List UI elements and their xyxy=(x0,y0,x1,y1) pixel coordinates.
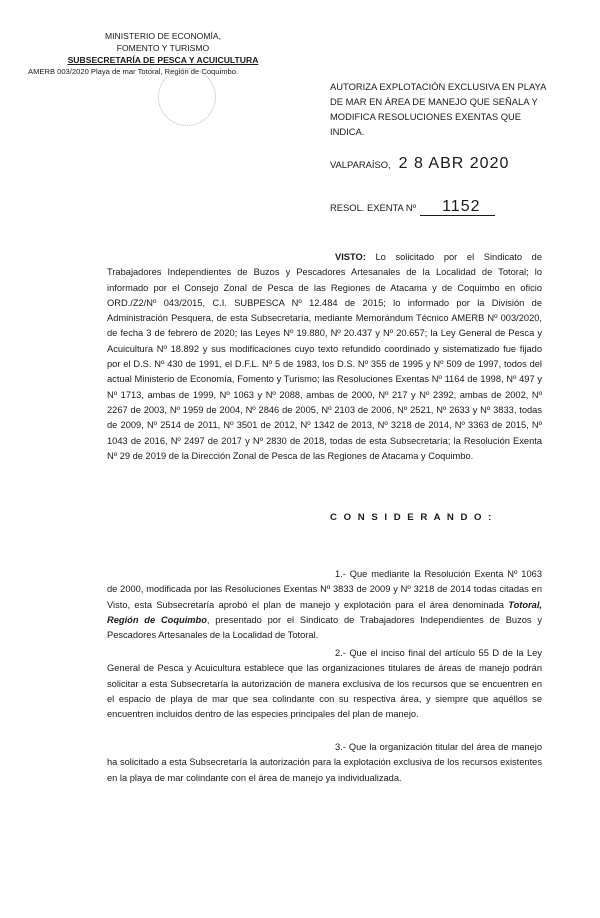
resol-label: RESOL. EXENTA Nº xyxy=(330,202,417,213)
ministry-line-1: MINISTERIO DE ECONOMÍA, xyxy=(104,31,222,41)
visto-paragraph xyxy=(107,250,542,464)
resol-number-value: 1152 xyxy=(420,199,494,216)
p1-area-name: Totoral, Región de Coquimbo xyxy=(107,599,542,625)
considerando-3 xyxy=(107,740,542,786)
reference-line: AMERB 003/2020 Playa de mar Totoral, Región de Coquimbo. xyxy=(28,67,239,76)
considerando-heading: C O N S I D E R A N D O : xyxy=(330,512,494,523)
resolution-number xyxy=(330,199,495,216)
considerando-2 xyxy=(107,646,542,722)
p3-text: Que la organización titular del área de manejo ha solicitado a esta Subsecretaría la autorización para la explotación exclusiva de los recursos existentes en la playa de mar colindante con el área de manejo ya individualizada. xyxy=(107,742,542,783)
p2-text: Que el inciso final del artículo 55 D de la Ley General de Pesca y Acuicultura establece que las organizaciones titulares de áreas de manejo podrán solicitar a esta Subsecretaría la autorización de manera exclusiva de los recursos que se encuentren en el espacio de playa de mar que sea colindante con su respectiva área, y siempre que aquéllos se encuentren incluidos dentro de las especies principales del plan de manejo. xyxy=(107,648,542,720)
p2-number: 2.- xyxy=(335,648,346,658)
considerando-1 xyxy=(107,567,542,643)
document-title: AUTORIZA EXPLOTACIÓN EXCLUSIVA EN PLAYA DE MAR EN ÁREA DE MANEJO QUE SEÑALA Y MODIFICA RESOLUCIONES EXENTAS QUE INDICA. xyxy=(330,81,546,137)
ministry-line-2: FOMENTO Y TURISMO xyxy=(116,43,210,53)
place-date xyxy=(330,155,509,173)
letterhead xyxy=(28,30,298,78)
p3-number: 3.- xyxy=(335,742,346,752)
visto-label: VISTO: xyxy=(335,252,366,262)
visto-text: Lo solicitado por el Sindicato de Trabajadores Independientes de Buzos y Pescadores Artesanales de la Localidad de Totoral; lo informado por el Consejo Zonal de Pesca de las Regiones de Atacama y de Coquimbo en oficio ORD./Z2/Nº 043/2015, C.I. SUBPESCA Nº 12.484 de 2015; lo informado por la División de Administración Pesquera, de esta Subsecretaría, mediante Memorándum Técnico AMERB Nº 003/2020, de fecha 3 de febrero de 2020; las Leyes Nº 19.880, Nº 20.437 y Nº 20.657; la Ley General de Pesca y Acuicultura Nº 18.892 y sus modificaciones cuyo texto refundido coordinado y sistematizado fue fijado por el D.S. Nº 430 de 1991, el D.F.L. Nº 5 de 1983, los D.S. Nº 355 de 1995 y Nº 509 de 1997, todos del actual Ministerio de Economía, Fomento y Turismo; las Resoluciones Exentas Nº 1164 de 1998, Nº 497 y Nº 1713, ambas de 1999, Nº 1063 y Nº 2088, ambas de 2000, Nº 217 y Nº 2392, ambas de 2002, Nº 2267 de 2003, Nº 1959 de 2004, Nº 2846 de 2005, Nº 2103 de 2006, Nº 2521, Nº 2633 y Nº 3833, todas de 2009, Nº 2514 de 2011, Nº 3501 de 2012, Nº 1342 de 2013, Nº 3218 de 2014, Nº 3363 de 2015, Nº 1043 de 2016, Nº 2497 de 2017 y Nº 2830 de 2018, todas de esta Subsecretaría; la Resolución Exenta Nº 29 de 2019 de la Dirección Zonal de Pesca de las Regiones de Atacama y Coquimbo. xyxy=(107,252,542,461)
p1-number: 1.- xyxy=(335,569,346,579)
faded-stamp-seal xyxy=(158,68,216,126)
p1-text-a: Que mediante la Resolución Exenta Nº 1063 de 2000, modificada por las Resoluciones Exentas Nº 3833 de 2009 y Nº 3218 de 2014 todas citadas en Visto, esta Subsecretaría aprobó el plan de manejo y explotación para el área denominada xyxy=(107,569,542,610)
place: VALPARAÍSO, xyxy=(330,159,391,170)
p1-text-b: , presentado por el Sindicato de Trabajadores Independientes de Buzos y Pescadores Artesanales de la Localidad de Totoral. xyxy=(107,614,542,641)
date-stamp: 2 8 ABR 2020 xyxy=(398,155,510,172)
subsecretaria-line: SUBSECRETARÍA DE PESCA Y ACUICULTURA xyxy=(67,55,259,65)
